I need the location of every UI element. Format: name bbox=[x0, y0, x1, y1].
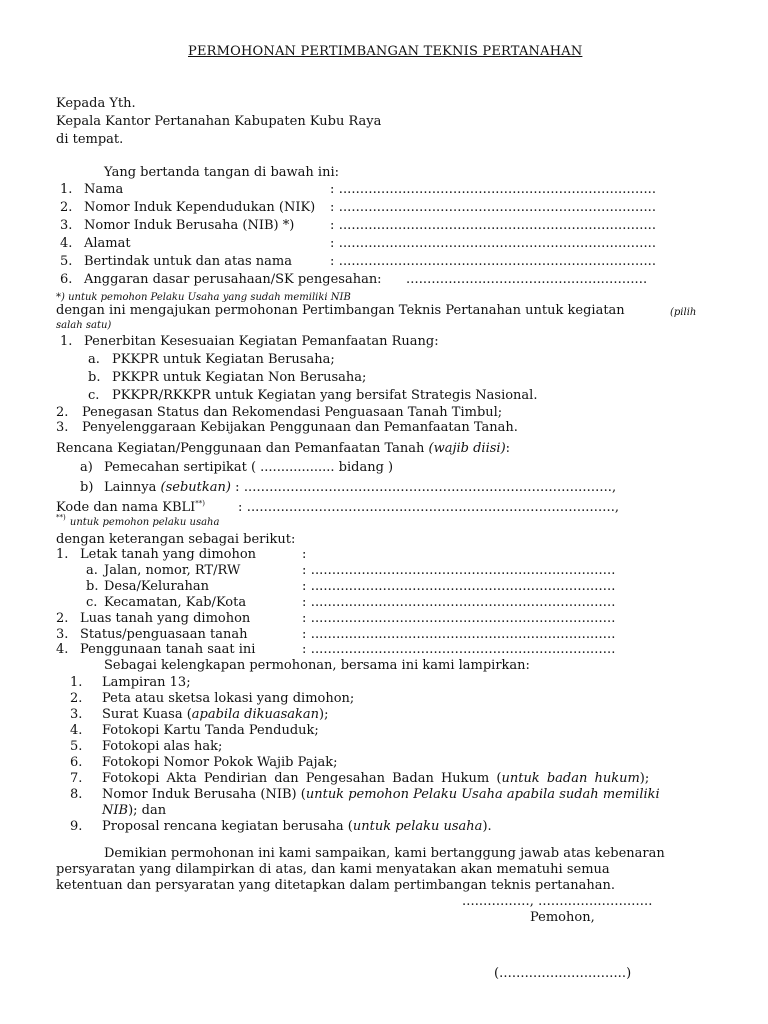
land-status-dots: : ........................................................................ bbox=[302, 627, 616, 642]
activity-number: 3. bbox=[56, 420, 69, 435]
activity-sub-letter: a. bbox=[88, 352, 100, 367]
activity-kebijakan: Penyelenggaraan Kebijakan Penggunaan dan Pemanfaatan Tanah. bbox=[82, 420, 518, 435]
field-number: 2. bbox=[60, 200, 73, 215]
attachment-nib-line-2 bbox=[102, 803, 166, 819]
plan-option-label: a) bbox=[80, 460, 93, 475]
attachment-text: Fotokopi Akta Pendirian dan Pengesahan Badan Hukum ( bbox=[102, 771, 502, 786]
request-line: dengan ini mengajukan permohonan Pertimbangan Teknis Pertanahan untuk kegiatan bbox=[56, 303, 625, 318]
field-name-dots: : ........................................................................... bbox=[330, 182, 657, 197]
signature-role: Pemohon, bbox=[530, 910, 595, 925]
land-usage-dots: : ........................................................................ bbox=[302, 642, 616, 657]
land-village-dots: : ........................................................................ bbox=[302, 579, 616, 594]
field-articles-dots: ......................................................... bbox=[406, 272, 648, 287]
closing-line-2: persyaratan yang dilampirkan di atas, dan kami menyatakan akan mematuhi semua bbox=[56, 862, 610, 877]
activity-sub-strategis: PKKPR/RKKPR untuk Kegiatan yang bersifat Strategis Nasional. bbox=[112, 388, 538, 403]
request-choice-note-2: salah satu) bbox=[56, 320, 112, 331]
activity-number: 2. bbox=[56, 405, 69, 420]
attachments-heading: Sebagai kelengkapan permohonan, bersama ini kami lampirkan: bbox=[104, 658, 530, 673]
attachment-tail: ); bbox=[639, 771, 650, 786]
attachment-proposal bbox=[102, 819, 492, 835]
plan-option-split: Pemecahan sertipikat ( .................. bidang ) bbox=[104, 460, 394, 475]
land-location-colon: : bbox=[302, 547, 307, 562]
attachment-lampiran: Lampiran 13; bbox=[102, 675, 191, 690]
kbli-footnote-mark: **) bbox=[56, 513, 66, 522]
attachment-number: 3. bbox=[70, 707, 83, 722]
attachment-note: untuk badan hukum bbox=[501, 771, 640, 786]
attachment-power-of-attorney bbox=[102, 707, 328, 723]
activity-tanah-timbul: Penegasan Status dan Rekomendasi Penguasaan Tanah Timbul; bbox=[82, 405, 503, 420]
field-nik-dots: : ........................................................................... bbox=[330, 200, 657, 215]
plan-option-other-dots: : ......................................................................................., bbox=[235, 480, 617, 495]
signature-place-date: ................, ........................... bbox=[462, 894, 653, 909]
field-number: 6. bbox=[60, 272, 73, 287]
activity-sub-berusaha: PKKPR untuk Kegiatan Berusaha; bbox=[112, 352, 335, 367]
attachment-deed bbox=[102, 771, 649, 787]
field-on-behalf-label: Bertindak untuk dan atas nama bbox=[84, 254, 292, 269]
attachment-tail: ); dan bbox=[128, 803, 167, 818]
land-item-letter: c. bbox=[86, 595, 98, 610]
field-nib-dots: : ........................................................................... bbox=[330, 218, 657, 233]
attachment-text: Nomor Induk Berusaha (NIB) ( bbox=[102, 787, 306, 802]
activity-kkpr: Penerbitan Kesesuaian Kegiatan Pemanfaatan Ruang: bbox=[84, 334, 439, 349]
recipient-line-2: Kepala Kantor Pertanahan Kabupaten Kubu Raya bbox=[56, 114, 382, 129]
kbli-sup: **) bbox=[195, 499, 206, 508]
land-item-number: 4. bbox=[56, 642, 69, 657]
plan-heading-note: (wajib diisi) bbox=[428, 441, 506, 456]
plan-heading-text: Rencana Kegiatan/Penggunaan dan Pemanfaatan Tanah bbox=[56, 441, 425, 456]
activity-sub-letter: c. bbox=[88, 388, 100, 403]
attachment-tail: ). bbox=[482, 819, 492, 834]
land-village-label: Desa/Kelurahan bbox=[104, 579, 209, 594]
plan-option-label: b) bbox=[80, 480, 94, 495]
land-district-dots: : ........................................................................ bbox=[302, 595, 616, 610]
kbli-dots: : ......................................................................................., bbox=[238, 500, 620, 515]
field-number: 3. bbox=[60, 218, 73, 233]
land-street-label: Jalan, nomor, RT/RW bbox=[104, 563, 241, 578]
land-item-letter: a. bbox=[86, 563, 98, 578]
field-address-dots: : ........................................................................... bbox=[330, 236, 657, 251]
field-number: 4. bbox=[60, 236, 73, 251]
land-area-label: Luas tanah yang dimohon bbox=[80, 611, 251, 626]
page-title: PERMOHONAN PERTIMBANGAN TEKNIS PERTANAHAN bbox=[188, 44, 583, 59]
attachment-text: Surat Kuasa ( bbox=[102, 707, 192, 722]
land-location-label: Letak tanah yang dimohon bbox=[80, 547, 257, 562]
plan-option-other bbox=[104, 480, 616, 496]
attachment-note: NIB bbox=[102, 803, 129, 818]
land-item-number: 2. bbox=[56, 611, 69, 626]
attachment-nib bbox=[102, 787, 660, 803]
field-on-behalf-dots: : ........................................................................... bbox=[330, 254, 657, 269]
land-item-number: 3. bbox=[56, 627, 69, 642]
recipient-line-1: Kepada Yth. bbox=[56, 96, 136, 111]
field-address-label: Alamat bbox=[84, 236, 131, 251]
kbli-footnote bbox=[56, 514, 219, 531]
attachment-text: Proposal rencana kegiatan berusaha ( bbox=[102, 819, 353, 834]
attachment-note: untuk pelaku usaha bbox=[352, 819, 483, 834]
attachment-note: untuk pemohon Pelaku Usaha apabila sudah memiliki bbox=[305, 787, 660, 802]
land-street-dots: : ........................................................................ bbox=[302, 563, 616, 578]
attachment-number: 1. bbox=[70, 675, 83, 690]
plan-heading-colon: : bbox=[505, 441, 511, 456]
intro-text: Yang bertanda tangan di bawah ini: bbox=[104, 165, 339, 180]
closing-line-3: ketentuan dan persyaratan yang ditetapkan dalam pertimbangan teknis pertanahan. bbox=[56, 878, 615, 893]
land-item-number: 1. bbox=[56, 547, 69, 562]
attachment-number: 9. bbox=[70, 819, 83, 834]
field-articles-label: Anggaran dasar perusahaan/SK pengesahan: bbox=[84, 272, 382, 287]
attachment-land-right: Fotokopi alas hak; bbox=[102, 739, 223, 754]
activity-sub-non-berusaha: PKKPR untuk Kegiatan Non Berusaha; bbox=[112, 370, 367, 385]
footnote-nib: *) untuk pemohon Pelaku Usaha yang sudah memiliki NIB bbox=[56, 292, 351, 303]
land-status-label: Status/penguasaan tanah bbox=[80, 627, 248, 642]
attachment-number: 5. bbox=[70, 739, 83, 754]
land-heading: dengan keterangan sebagai berikut: bbox=[56, 532, 296, 547]
land-usage-label: Penggunaan tanah saat ini bbox=[80, 642, 256, 657]
field-name-label: Nama bbox=[84, 182, 124, 197]
attachment-number: 6. bbox=[70, 755, 83, 770]
land-district-label: Kecamatan, Kab/Kota bbox=[104, 595, 247, 610]
kbli-footnote-text: untuk pemohon pelaku usaha bbox=[69, 517, 220, 528]
attachment-number: 4. bbox=[70, 723, 83, 738]
attachment-tail: ); bbox=[319, 707, 329, 722]
signature-name: (..............................) bbox=[494, 966, 632, 981]
recipient-line-3: di tempat. bbox=[56, 132, 124, 147]
field-nib-label: Nomor Induk Berusaha (NIB) *) bbox=[84, 218, 295, 233]
kbli-label-text: Kode dan nama KBLI bbox=[56, 500, 196, 515]
plan-heading bbox=[56, 441, 510, 457]
attachment-number: 8. bbox=[70, 787, 83, 802]
attachment-number: 7. bbox=[70, 771, 83, 786]
closing-line-1: Demikian permohonan ini kami sampaikan, kami bertanggung jawab atas kebenaran bbox=[104, 846, 665, 861]
land-item-letter: b. bbox=[86, 579, 99, 594]
field-nik-label: Nomor Induk Kependudukan (NIK) bbox=[84, 200, 316, 215]
land-area-dots: : ........................................................................ bbox=[302, 611, 616, 626]
attachment-note: apabila dikuasakan bbox=[191, 707, 320, 722]
activity-sub-letter: b. bbox=[88, 370, 101, 385]
attachment-map: Peta atau sketsa lokasi yang dimohon; bbox=[102, 691, 355, 706]
field-number: 5. bbox=[60, 254, 73, 269]
plan-option-other-note: (sebutkan) bbox=[160, 480, 231, 495]
plan-option-other-text: Lainnya bbox=[104, 480, 157, 495]
request-choice-note: (pilih bbox=[670, 307, 697, 318]
attachment-ktp: Fotokopi Kartu Tanda Penduduk; bbox=[102, 723, 319, 738]
activity-number: 1. bbox=[60, 334, 73, 349]
attachment-number: 2. bbox=[70, 691, 83, 706]
attachment-npwp: Fotokopi Nomor Pokok Wajib Pajak; bbox=[102, 755, 338, 770]
field-number: 1. bbox=[60, 182, 73, 197]
